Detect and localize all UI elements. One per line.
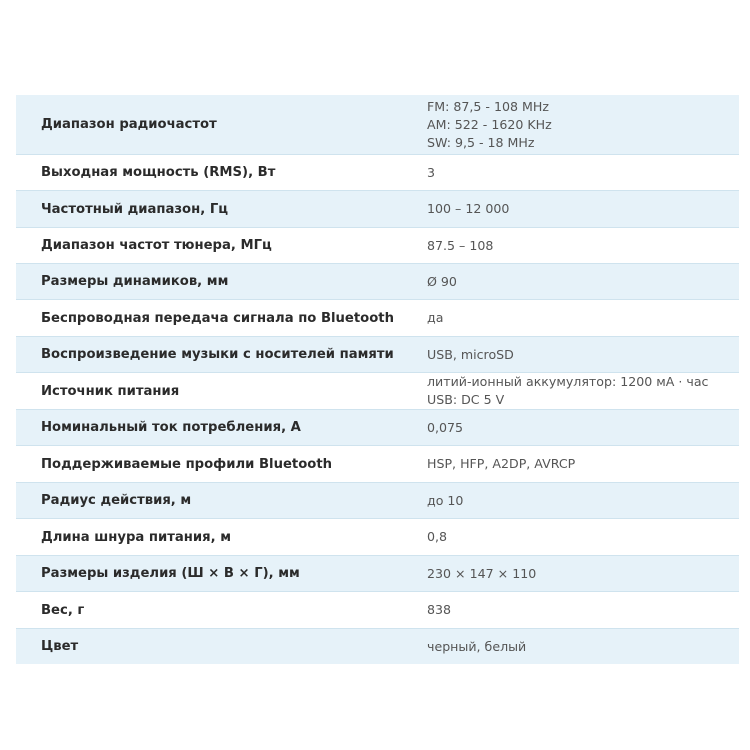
spec-label: Размеры динамиков, мм	[41, 274, 229, 289]
spec-value-line: да	[427, 310, 444, 325]
spec-row	[16, 445, 739, 482]
spec-label: Воспроизведение музыки с носителей памяти	[41, 347, 394, 362]
spec-value	[427, 601, 739, 619]
spec-label: Поддерживаемые профили Bluetooth	[41, 456, 333, 472]
spec-value	[427, 200, 739, 218]
spec-row	[16, 409, 739, 445]
spec-value-line: Ø 90	[427, 273, 457, 289]
spec-row	[16, 299, 739, 336]
spec-value-line: 3	[427, 164, 436, 180]
spec-row	[16, 263, 739, 299]
spec-row	[16, 591, 739, 628]
spec-label: Диапазон частот тюнера, МГц	[41, 238, 272, 253]
spec-label: Длина шнура питания, м	[41, 529, 231, 545]
spec-value-line: 0,075	[427, 419, 464, 435]
spec-value	[427, 346, 739, 364]
spec-row	[16, 95, 739, 154]
spec-value	[427, 638, 739, 656]
spec-row	[16, 628, 739, 664]
spec-label: Цвет	[41, 639, 79, 654]
spec-label: Источник питания	[41, 383, 180, 399]
spec-table	[16, 95, 739, 664]
spec-value	[427, 419, 739, 437]
spec-value	[427, 309, 739, 327]
spec-value-line: SW: 9,5 - 18 MHz	[427, 134, 535, 150]
spec-value-line: 100 – 12 000	[427, 201, 510, 216]
spec-value-line: литий-ионный аккумулятор: 1200 мА · час	[427, 374, 709, 389]
spec-value-line: черный, белый	[427, 638, 527, 654]
spec-value-line: AM: 522 - 1620 KHz	[427, 116, 552, 132]
spec-label: Размеры изделия (Ш × В × Г), мм	[41, 566, 300, 581]
spec-label: Номинальный ток потребления, А	[41, 420, 301, 435]
spec-row	[16, 518, 739, 555]
spec-row	[16, 227, 739, 263]
spec-value	[427, 237, 739, 255]
spec-row	[16, 555, 739, 591]
spec-value	[427, 565, 739, 583]
spec-value	[427, 273, 739, 291]
spec-value	[427, 492, 739, 510]
spec-value-line: HSP, HFP, A2DP, AVRCP	[427, 456, 576, 471]
spec-label: Беспроводная передача сигнала по Bluetooth	[41, 310, 394, 326]
spec-row	[16, 154, 739, 190]
spec-row	[16, 336, 739, 372]
spec-row	[16, 482, 739, 518]
spec-value	[427, 528, 739, 546]
spec-value-line: 230 × 147 × 110	[427, 565, 537, 581]
spec-value	[427, 373, 739, 409]
spec-value-line: USB, microSD	[427, 346, 514, 362]
spec-value	[427, 164, 739, 182]
spec-row	[16, 372, 739, 409]
spec-value-line: 838	[427, 602, 452, 617]
spec-value-line: 0,8	[427, 529, 448, 544]
spec-value-line: USB: DC 5 V	[427, 392, 505, 407]
spec-value	[427, 455, 739, 473]
spec-value-line: FM: 87,5 - 108 MHz	[427, 98, 549, 114]
spec-value-line: 87.5 – 108	[427, 237, 494, 253]
spec-value-line: до 10	[427, 492, 464, 508]
spec-label: Диапазон радиочастот	[41, 117, 217, 132]
spec-label: Радиус действия, м	[41, 493, 192, 508]
spec-value	[427, 98, 739, 152]
spec-row	[16, 190, 739, 227]
spec-label: Частотный диапазон, Гц	[41, 201, 229, 217]
spec-label: Выходная мощность (RMS), Вт	[41, 165, 276, 180]
spec-label: Вес, г	[41, 602, 85, 618]
